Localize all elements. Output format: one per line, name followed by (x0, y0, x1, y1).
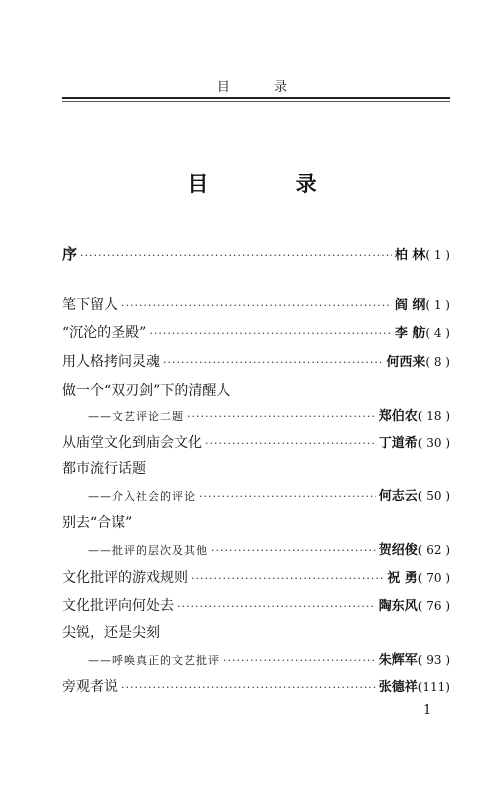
dot-leader (149, 325, 392, 343)
entry-author: 何西来 (386, 355, 426, 370)
entry-author: 何志云 (378, 489, 418, 504)
entry-author-page (395, 246, 450, 265)
dot-leader (205, 435, 376, 453)
entry-page: ( 18 ) (417, 409, 450, 423)
entry-page: ( 62 ) (417, 543, 450, 557)
toc-entry (62, 434, 450, 453)
entry-title: “沉沦的圣殿” (62, 325, 147, 341)
entry-author-page (379, 487, 450, 506)
entry-page: ( 50 ) (417, 489, 450, 503)
entry-author-page (379, 597, 450, 616)
entry-title: 用人格拷问灵魂 (62, 354, 160, 370)
entry-author: 郑伯农 (378, 409, 418, 424)
dot-leader (121, 679, 376, 697)
entry-page: ( 1 ) (425, 298, 450, 312)
entry-title: 笔下留人 (62, 297, 118, 313)
entry-author-page (379, 678, 450, 697)
entry-subtitle: ——介入社会的评论 (88, 490, 196, 503)
dot-leader (191, 570, 384, 588)
entry-author-page (379, 407, 450, 426)
entry-title: 从庙堂文化到庙会文化 (62, 435, 202, 451)
page-number: 1 (423, 703, 432, 718)
toc-entry (62, 324, 450, 343)
entry-author: 柏 林 (394, 248, 426, 263)
entry-subtitle: ——呼唤真正的文艺批评 (88, 654, 220, 667)
entry-page: ( 4 ) (425, 326, 450, 340)
entry-author-page (395, 324, 450, 343)
toc-entry-preface (62, 245, 450, 265)
dot-leader (199, 488, 376, 506)
entry-author-page (379, 434, 450, 453)
toc-entry (62, 296, 450, 315)
entry-title: 文化批评向何处去 (62, 598, 174, 614)
entry-page: ( 1 ) (425, 248, 450, 262)
entry-page: ( 30 ) (417, 436, 450, 450)
entry-heading: 都市流行话题 (62, 461, 146, 477)
entry-author: 李 舫 (394, 326, 426, 341)
entry-page: ( 76 ) (417, 599, 450, 613)
dot-leader (187, 408, 376, 426)
running-header: 目 录 (216, 80, 308, 95)
dot-leader (211, 542, 376, 560)
entry-author: 丁道希 (378, 436, 418, 451)
entry-author: 朱辉军 (378, 653, 418, 668)
dot-leader (80, 247, 392, 265)
entry-page: ( 70 ) (417, 571, 450, 585)
toc-entry (62, 597, 450, 616)
entry-author-page (386, 353, 450, 372)
toc-entry-subtitle (62, 407, 450, 426)
entry-page: ( 8 ) (425, 355, 450, 369)
entry-author: 张德祥 (378, 680, 418, 695)
toc-entry (62, 569, 450, 588)
toc-entry-subtitle (62, 651, 450, 670)
entry-author-page (379, 651, 450, 670)
entry-page: (111) (417, 680, 450, 694)
dot-leader (163, 354, 383, 372)
entry-author-page (387, 569, 450, 588)
entry-author: 祝 勇 (387, 571, 418, 586)
entry-title: 文化批评的游戏规则 (62, 570, 188, 586)
entry-heading: 做一个“双刃剑”下的清醒人 (62, 383, 231, 399)
entry-author: 阎 纲 (394, 298, 426, 313)
entry-heading: 别去“合谋” (62, 515, 133, 531)
entry-author: 陶东风 (378, 599, 418, 614)
dot-leader (121, 297, 392, 315)
entry-author: 贺绍俊 (378, 543, 418, 558)
entry-author-page (395, 296, 450, 315)
entry-title: 序 (62, 245, 78, 263)
entry-subtitle: ——批评的层次及其他 (88, 544, 208, 557)
dot-leader (177, 598, 376, 616)
dot-leader (223, 652, 376, 670)
entry-heading: 尖锐，还是尖刻 (62, 625, 160, 641)
toc-entry-subtitle (62, 487, 450, 506)
toc-entry-subtitle (62, 541, 450, 560)
header-rule-thick (62, 97, 450, 99)
entry-title: 旁观者说 (62, 679, 118, 695)
header-rule-thin (62, 101, 450, 102)
toc-entry (62, 353, 450, 372)
entry-subtitle: ——文艺评论二题 (88, 410, 184, 423)
entry-page: ( 93 ) (417, 653, 450, 667)
page-title: 目 录 (187, 171, 357, 196)
toc-entry (62, 678, 450, 697)
entry-author-page (379, 541, 450, 560)
